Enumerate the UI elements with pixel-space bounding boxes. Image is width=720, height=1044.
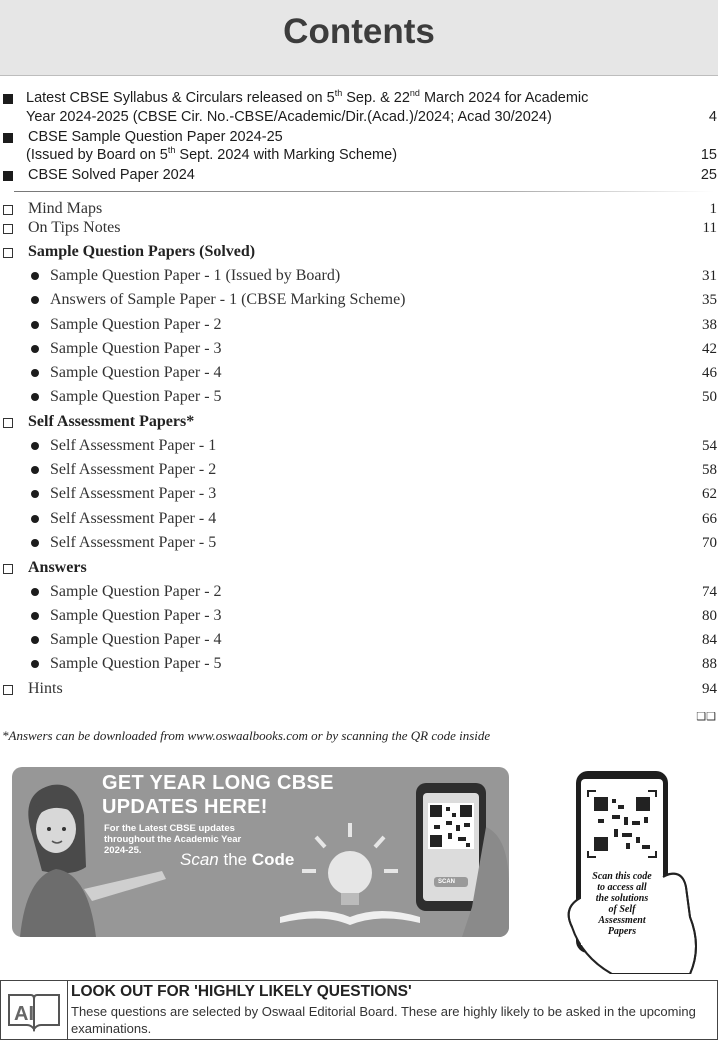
- contents-header: [0, 0, 718, 76]
- scan-button-label: SCAN: [438, 879, 456, 885]
- bulb-illustration: [302, 823, 398, 905]
- checkbox-icon: [3, 564, 13, 574]
- page-number: 94: [702, 681, 717, 697]
- toc-item[interactable]: Sample Question Paper - 3: [50, 340, 222, 357]
- svg-text:AI: AI: [14, 1003, 34, 1025]
- toc-entry-syllabus-line2[interactable]: Year 2024-2025 (CBSE Cir. No.-CBSE/Academic/Dir.(Acad.)/2024; Acad 30/2024): [26, 109, 552, 125]
- square-bullet-icon: [3, 133, 13, 143]
- bullet-icon: [31, 296, 39, 304]
- page-number: 31: [702, 268, 717, 284]
- toc-item[interactable]: Self Assessment Paper - 2: [50, 461, 217, 478]
- page-number: 80: [702, 608, 717, 624]
- ai-logo-icon: [1, 981, 68, 1039]
- page-number: 70: [702, 535, 717, 551]
- checkbox-icon: [3, 685, 13, 695]
- page-number: 50: [702, 389, 717, 405]
- toc-entry-solved-paper[interactable]: CBSE Solved Paper 2024: [28, 167, 195, 183]
- toc-item[interactable]: Sample Question Paper - 4: [50, 631, 222, 648]
- callout-description: These questions are selected by Oswaal Editorial Board. These are highly likely to be asked in the upcoming examinations.: [71, 1004, 696, 1036]
- bullet-icon: [31, 636, 39, 644]
- bullet-icon: [31, 588, 39, 596]
- toc-item[interactable]: Sample Question Paper - 4: [50, 364, 222, 381]
- page-number: 4: [708, 109, 717, 125]
- toc-item[interactable]: Answers of Sample Paper - 1 (CBSE Marking Scheme): [50, 291, 406, 308]
- page-number: 25: [700, 167, 717, 183]
- bullet-icon: [31, 515, 39, 523]
- bullet-icon: [31, 612, 39, 620]
- toc-item[interactable]: Sample Question Paper - 2: [50, 316, 222, 333]
- phone-illustration: [416, 783, 509, 937]
- toc-item[interactable]: Sample Question Paper - 2: [50, 583, 222, 600]
- bullet-icon: [31, 369, 39, 377]
- toc-section-heading[interactable]: Self Assessment Papers*: [28, 413, 195, 430]
- toc-item[interactable]: Sample Question Paper - 5: [50, 655, 222, 672]
- page-number: 66: [702, 511, 717, 527]
- cbse-updates-banner[interactable]: [12, 767, 509, 937]
- page-number: 11: [702, 220, 717, 236]
- page-number: 15: [700, 147, 717, 163]
- toc-item[interactable]: Mind Maps: [28, 200, 103, 217]
- page-number: 35: [702, 292, 717, 308]
- checkbox-icon: [3, 205, 13, 215]
- page-number: 46: [702, 365, 717, 381]
- bullet-icon: [31, 345, 39, 353]
- bullet-icon: [31, 539, 39, 547]
- checkbox-icon: [3, 248, 13, 258]
- footnote: *Answers can be downloaded from www.oswaalbooks.com or by scanning the QR code inside: [2, 728, 491, 743]
- toc-item[interactable]: Self Assessment Paper - 1: [50, 437, 217, 454]
- divider: [14, 191, 714, 192]
- bullet-icon: [31, 490, 39, 498]
- toc-section-heading[interactable]: Sample Question Papers (Solved): [28, 243, 256, 260]
- bullet-icon: [31, 466, 39, 474]
- page-number: 38: [702, 317, 717, 333]
- checkbox-icon: [3, 418, 13, 428]
- bullet-icon: [31, 272, 39, 280]
- page-number: 42: [702, 341, 717, 357]
- square-bullet-icon: [3, 94, 13, 104]
- page-number: 88: [702, 656, 717, 672]
- page-number: 84: [702, 632, 717, 648]
- page-number: 74: [702, 584, 717, 600]
- toc-item[interactable]: Sample Question Paper - 1 (Issued by Board): [50, 267, 341, 284]
- scan-the-code: Scan the Code: [180, 850, 295, 869]
- toc-item[interactable]: On Tips Notes: [28, 219, 121, 236]
- page-number: 62: [702, 486, 717, 502]
- qr-caption: Scan this code to access all the solutions of Self Assessment Papers: [592, 871, 652, 937]
- page-number: 58: [702, 462, 717, 478]
- qr-phone-graphic[interactable]: [552, 767, 718, 974]
- toc-section-heading[interactable]: Answers: [28, 559, 87, 576]
- toc-item[interactable]: Hints: [28, 680, 63, 697]
- square-bullet-icon: [3, 171, 13, 181]
- toc-item[interactable]: Self Assessment Paper - 4: [50, 510, 217, 527]
- page-number: 54: [702, 438, 717, 454]
- toc-entry-sample-paper[interactable]: CBSE Sample Question Paper 2024-25: [28, 129, 283, 145]
- toc-entry-sample-paper-line2[interactable]: (Issued by Board on 5th Sept. 2024 with Marking Scheme): [26, 145, 398, 163]
- toc-item[interactable]: Self Assessment Paper - 3: [50, 485, 217, 502]
- book-illustration: [280, 911, 420, 925]
- banner-subtitle: For the Latest CBSE updates throughout the Academic Year 2024-25.: [104, 823, 242, 856]
- bullet-icon: [31, 660, 39, 668]
- bullet-icon: [31, 393, 39, 401]
- banner-title: GET YEAR LONG CBSE UPDATES HERE!: [102, 772, 334, 818]
- bullet-icon: [31, 442, 39, 450]
- callout-title: LOOK OUT FOR 'HIGHLY LIKELY QUESTIONS': [71, 983, 412, 1000]
- highly-likely-callout: [0, 980, 718, 1040]
- toc-item[interactable]: Self Assessment Paper - 5: [50, 534, 217, 551]
- toc-item[interactable]: Sample Question Paper - 5: [50, 388, 222, 405]
- toc-entry-syllabus-line1[interactable]: Latest CBSE Syllabus & Circulars released on 5th Sep. & 22nd March 2024 for Academic: [26, 88, 589, 106]
- page-number: 1: [709, 201, 717, 217]
- bullet-icon: [31, 321, 39, 329]
- page-title: Contents: [283, 12, 435, 51]
- checkbox-icon: [3, 224, 13, 234]
- toc-item[interactable]: Sample Question Paper - 3: [50, 607, 222, 624]
- end-marks: ❑❑: [696, 711, 716, 723]
